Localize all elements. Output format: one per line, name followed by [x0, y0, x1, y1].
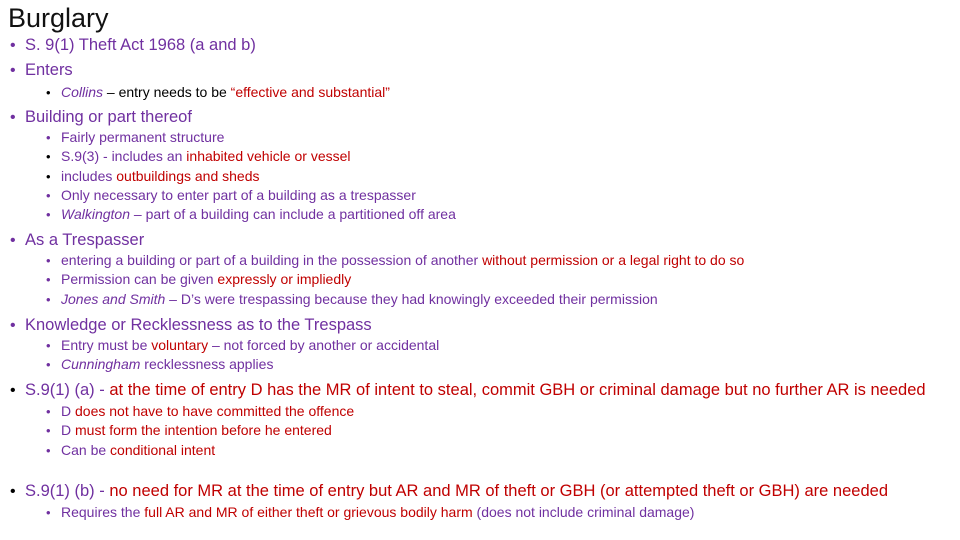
- case-name: Jones and Smith: [61, 290, 166, 307]
- knowledge-list: [10, 336, 950, 375]
- building-list: [10, 128, 950, 224]
- knowledge-heading: • Knowledge or Recklessness as to the Trespass: [10, 317, 950, 334]
- s91b-item: • Requires the full AR and MR of either theft or grievous bodily harm (does not include criminal damage): [10, 503, 950, 522]
- trespasser-item: • entering a building or part of a building in the possession of another without permission or a legal right to do so: [10, 251, 950, 270]
- trespasser-item: • Jones and Smith – D’s were trespassing because they had knowingly exceeded their permission: [10, 290, 950, 309]
- building-item: • Walkington – part of a building can include a partitioned off area: [10, 205, 950, 224]
- s91a-item: • D does not have to have committed the offence: [10, 402, 950, 421]
- knowledge-item: • Entry must be voluntary – not forced by another or accidental: [10, 336, 950, 355]
- trespasser-list: [10, 251, 950, 309]
- slide-title: Burglary: [8, 3, 109, 33]
- case-name: Cunningham: [61, 356, 141, 373]
- s91a-heading: • S.9(1) (a) - at the time of entry D has the MR of intent to steal, commit GBH or criminal damage but no further AR is needed: [10, 382, 950, 399]
- building-heading: • Building or part thereof: [10, 109, 950, 126]
- collins-text: – entry needs to be: [103, 84, 231, 100]
- building-item: • includes outbuildings and sheds: [10, 167, 950, 186]
- statute-bullet: • S. 9(1) Theft Act 1968 (a and b): [10, 37, 950, 54]
- s91a-list: [10, 402, 950, 460]
- case-name: Walkington: [61, 206, 131, 223]
- building-section: [10, 109, 950, 224]
- trespasser-heading: • As a Trespasser: [10, 232, 950, 249]
- s91b-heading: • S.9(1) (b) - no need for MR at the time of entry but AR and MR of theft or GBH (or attempted theft or GBH) are needed: [10, 483, 950, 500]
- enters-bullet: • Enters: [10, 62, 950, 79]
- building-item: • S.9(3) - includes an inhabited vehicle or vessel: [10, 147, 950, 166]
- knowledge-section: [10, 317, 950, 375]
- trespasser-section: [10, 232, 950, 309]
- intro-section: [10, 37, 950, 102]
- collins-bullet: [10, 83, 950, 102]
- collins-quote: “effective and substantial”: [230, 84, 390, 100]
- s91a-section: [10, 382, 950, 460]
- s91b-list: [10, 503, 950, 522]
- building-item: • Only necessary to enter part of a building as a trespasser: [10, 186, 950, 205]
- case-name: Collins: [61, 84, 104, 100]
- s91a-item: • Can be conditional intent: [10, 441, 950, 460]
- trespasser-item: • Permission can be given expressly or impliedly: [10, 270, 950, 289]
- s91b-section: [10, 483, 950, 522]
- knowledge-item: • Cunningham recklessness applies: [10, 355, 950, 374]
- s91a-item: • D must form the intention before he entered: [10, 421, 950, 440]
- building-item: • Fairly permanent structure: [10, 128, 950, 147]
